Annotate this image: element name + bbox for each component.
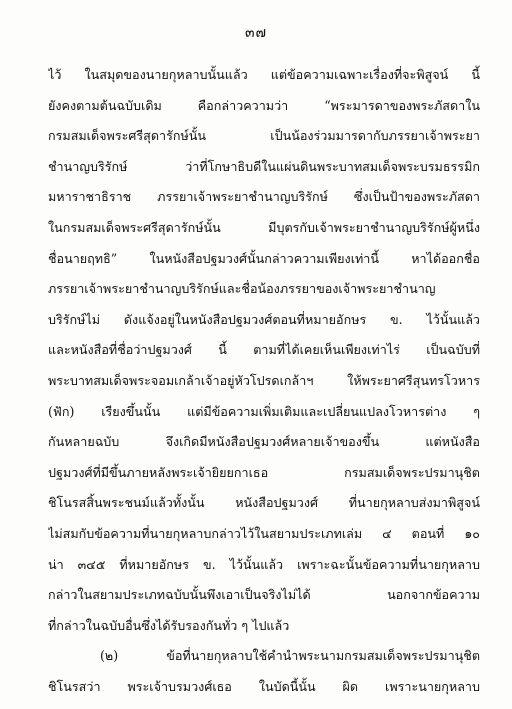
text-line-2: ยังคงตามต้นฉบับเดิม คือกล่าวความว่า “พระมารดาของพระภัสดาใน xyxy=(48,97,480,113)
text-line-13: กันหลายฉบับ จึงเกิดมีหนังสือปฐมวงศ์หลายเจ้าของขึ้น แต่หนังสือ xyxy=(48,434,480,450)
text-line-4: ชำนาญบริรักษ์ ว่าที่โกษาธิบดีในแผ่นดินพระบาทสมเด็จพระบรมธรรมิก xyxy=(48,158,480,174)
text-line-7: ชื่อนายฤทธิ” ในหนังสือปฐมวงศ์นั้นกล่าวความเพียงเท่านี้ หาได้ออกชื่อ xyxy=(48,250,480,266)
text-line-15: ชิโนรสสิ้นพระชนม์แล้วทั้งนั้น หนังสือปฐมวงศ์ ที่นายกุหลาบส่งมาพิสูจน์ xyxy=(48,495,480,511)
text-line-11: พระบาทสมเด็จพระจอมเกล้าเจ้าอยู่หัวโปรดเกล้าฯ ให้พระยาศรีสุนทรโวหาร xyxy=(48,372,480,388)
text-line-9: บริรักษ์ไม่ ดังแจ้งอยู่ในหนังสือปฐมวงศ์ตอนที่หมายอักษร ข. ไว้นั้นแล้ว xyxy=(48,311,480,327)
text-line-18: กล่าวในสยามประเภทฉบับนั้นพึงเอาเป็นจริงไม่ได้ นอกจากข้อความ xyxy=(48,587,480,603)
text-line-12: (ฟัก) เรียงขึ้นนั้น แต่มีข้อความเพิ่มเติมและเปลี่ยนแปลงโวหารต่าง ๆ xyxy=(48,403,480,419)
text-line-3: กรมสมเด็จพระศรีสุดารักษ์นั้น เป็นน้องร่วมมารดากับภรรยาเจ้าพระยา xyxy=(48,128,480,144)
text-line-5: มหาราชาธิราช ภรรยาเจ้าพระยาชำนาญบริรักษ์ ซึ่งเป็นป้าของพระภัสดา xyxy=(48,189,480,205)
text-line-1: ไว้ ในสมุดของนายกุหลาบนั้นแล้ว แต่ข้อความเฉพาะเรื่องที่จะพิสูจน์ นี้ xyxy=(48,67,480,82)
body-text xyxy=(48,60,480,702)
text-line-8: ภรรยาเจ้าพระยาชำนาญบริรักษ์และชื่อน้องภรรยาของเจ้าพระยาชำนาญ xyxy=(48,281,436,297)
text-line-6: ในกรมสมเด็จพระศรีสุดารักษ์นั้น มีบุตรกับเจ้าพระยาชำนาญบริรักษ์ผู้หนึ่ง xyxy=(48,219,480,235)
text-line-16: ไม่สมกับข้อความที่นายกุหลาบกล่าวไว้ในสยามประเภทเล่ม ๔ ตอนที่ ๑๐ xyxy=(48,525,480,541)
text-line-10: และหนังสือที่ชื่อว่าปฐมวงศ์ นี้ ตามที่ได้เคยเห็นเพียงเท่าไร่ เป็นฉบับที่ xyxy=(48,342,480,358)
page-number: ๓๗ xyxy=(244,25,268,41)
text-line-20: (๒) ข้อที่นายกุหลาบใช้คำนำพระนามกรมสมเด็จพระปรมานุชิต xyxy=(100,648,480,664)
text-line-14: ปฐมวงศ์ที่มีขึ้นภายหลังพระเจ้ายิยยกาเธอ กรมสมเด็จพระปรมานุชิต xyxy=(48,464,480,480)
text-line-21: ชิโนรสว่า พระเจ้าบรมวงศ์เธอ ในบัดนี้นั้น ผิด เพราะนายกุหลาบ xyxy=(48,678,480,694)
text-line-19: ที่กล่าวในฉบับอื่นซึ่งได้รับรองกันทั่ว ๆ ไปแล้ว xyxy=(48,617,290,633)
text-line-17: น่า ๓๔๕ ที่หมายอักษร ข. ไว้นั้นแล้ว เพราะฉะนั้นข้อความที่นายกุหลาบ xyxy=(48,556,480,572)
